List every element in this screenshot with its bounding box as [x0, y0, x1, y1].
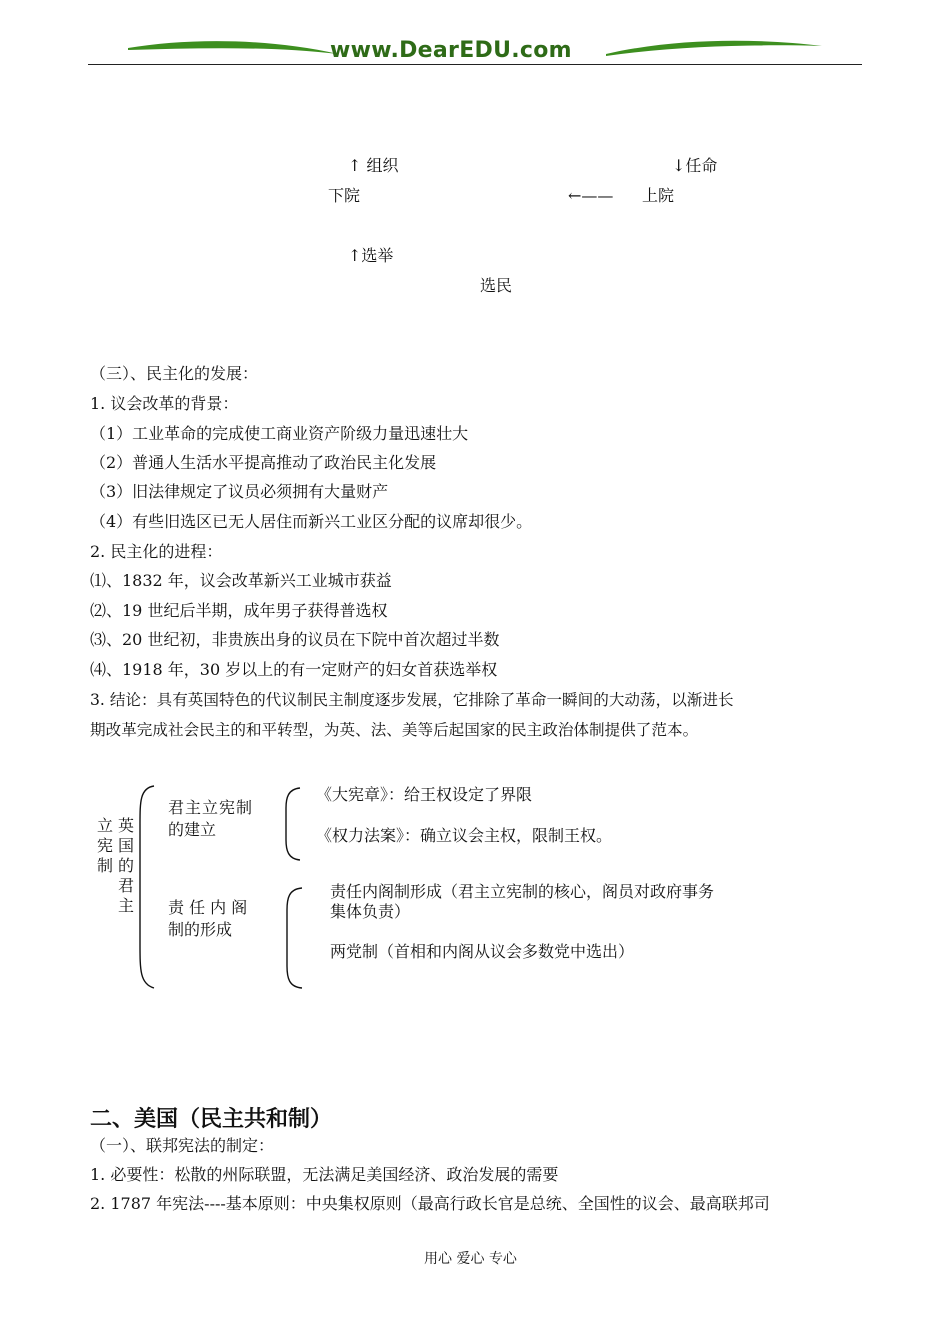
organize-label: ↑ 组织: [348, 156, 399, 175]
branch2-brace: [282, 886, 304, 990]
main-brace: [134, 784, 156, 990]
elect-label: ↑选举: [348, 246, 394, 265]
list-item: （4）有些旧选区已无人居住而新兴工业区分配的议席却很少。: [90, 512, 533, 531]
upper-house-label: 上院: [642, 186, 675, 205]
root-label-col1: 英国的君主: [117, 816, 134, 915]
process-title: 2. 民主化的进程：: [90, 542, 223, 561]
list-item: （1）工业革命的完成使工商业资产阶级力量迅速壮大: [90, 424, 469, 443]
branch2-item: 集体负责）: [330, 902, 411, 921]
list-item: （2）普通人生活水平提高推动了政治民主化发展: [90, 453, 437, 472]
branch1-label: 的建立: [168, 820, 217, 839]
list-item: ⑵、19 世纪后半期，成年男子获得普选权: [90, 601, 388, 620]
background-title: 1. 议会改革的背景：: [90, 394, 239, 413]
branch1-item: 《大宪章》：给王权设定了界限: [316, 785, 533, 804]
voters-label: 选民: [480, 276, 513, 295]
list-item: ⑴、1832 年，议会改革新兴工业城市获益: [90, 571, 392, 590]
appoint-label: ↓任命: [672, 156, 718, 175]
sub-heading: （一）、联邦宪法的制定：: [90, 1136, 275, 1155]
branch2-item: 两党制（首相和内阁从议会多数党中选出）: [330, 942, 635, 961]
conclusion-line: 3. 结论：具有英国特色的代议制民主制度逐步发展，它排除了革命一瞬间的大动荡，以渐进长: [90, 691, 734, 709]
left-swoosh-graphic: [128, 36, 338, 60]
root-label-col2: 立宪制: [96, 816, 113, 875]
header-rule: [88, 64, 862, 65]
footer-text: 用心 爱心 专心: [424, 1251, 517, 1267]
list-item: 2. 1787 年宪法----基本原则：中央集权原则（最高行政长官是总统、全国性的议会、最高联邦司: [90, 1194, 770, 1213]
section-heading: （三）、民主化的发展：: [90, 364, 259, 383]
lower-house-label: 下院: [328, 186, 361, 205]
list-item: ⑷、1918 年，30 岁以上的有一定财产的妇女首获选举权: [90, 660, 498, 679]
list-item: 1. 必要性：松散的州际联盟，无法满足美国经济、政治发展的需要: [90, 1165, 559, 1184]
list-item: ⑶、20 世纪初，非贵族出身的议员在下院中首次超过半数: [90, 630, 500, 649]
right-swoosh-graphic: [606, 36, 822, 60]
left-arrow: ←——: [568, 186, 614, 205]
site-logo[interactable]: www.DearEDU.com: [330, 38, 572, 63]
section-title: 二、美国（民主共和制）: [90, 1107, 333, 1132]
branch1-brace: [282, 786, 302, 862]
branch2-item: 责任内阁制形成（君主立宪制的核心，阁员对政府事务: [330, 882, 715, 901]
conclusion-line: 期改革完成社会民主的和平转型，为英、法、美等后起国家的民主政治体制提供了范本。: [90, 721, 699, 739]
list-item: （3）旧法律规定了议员必须拥有大量财产: [90, 482, 389, 501]
branch2-label: 责 任 内 阁: [168, 898, 248, 917]
branch1-item: 《权力法案》：确立议会主权，限制王权。: [316, 826, 613, 845]
branch2-label: 制的形成: [168, 920, 233, 939]
branch1-label: 君主立宪制: [168, 798, 254, 817]
